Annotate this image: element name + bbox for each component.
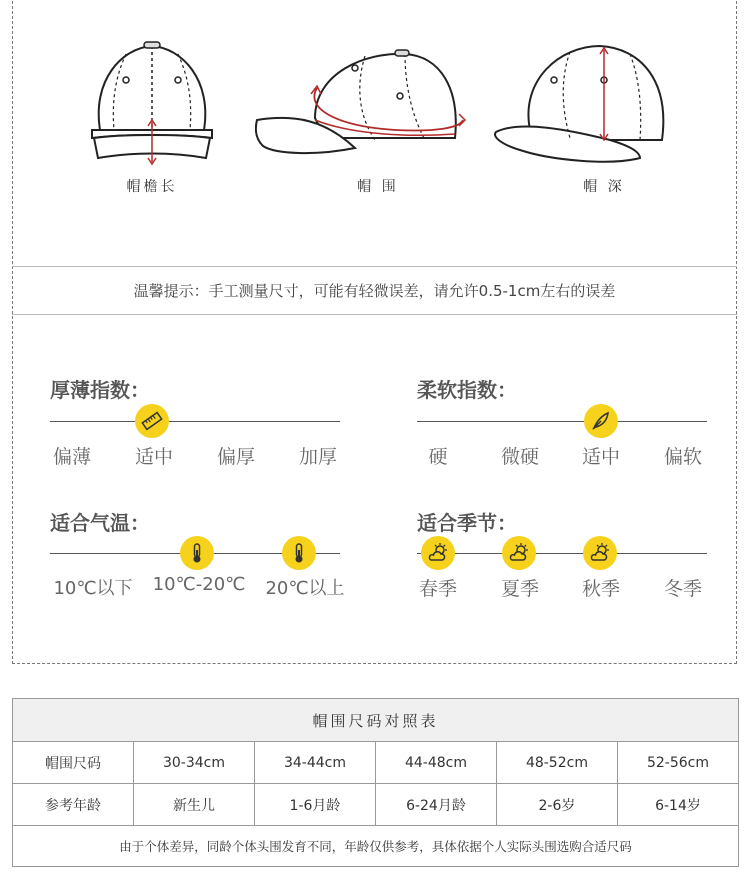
table-cell: 44-48cm bbox=[375, 742, 496, 784]
divider bbox=[12, 266, 737, 267]
row-label: 参考年龄 bbox=[13, 784, 134, 826]
softness-option: 微硬 bbox=[500, 446, 539, 468]
cap-front-icon bbox=[82, 40, 222, 170]
size-table-title: 帽围尺码对照表 bbox=[13, 699, 739, 742]
season-title: 适合季节： bbox=[417, 511, 517, 535]
temperature-option: 20℃以上 bbox=[265, 578, 345, 599]
temperature-option: 10℃-20℃ bbox=[152, 574, 246, 595]
size-table-note: 由于个体差异，同龄个体头围发育不同，年龄仅供参考，具体依据个人实际头围选购合适尺码 bbox=[13, 826, 739, 867]
sun-cloud-icon bbox=[583, 536, 617, 570]
thickness-option: 适中 bbox=[134, 446, 173, 468]
softness-option: 偏软 bbox=[663, 446, 702, 468]
table-cell: 新生儿 bbox=[134, 784, 255, 826]
thickness-option: 偏薄 bbox=[52, 446, 91, 468]
season-option: 夏季 bbox=[500, 578, 539, 600]
softness-track bbox=[417, 421, 707, 422]
table-row bbox=[13, 742, 739, 784]
temperature-title: 适合气温： bbox=[50, 511, 150, 535]
sun-cloud-icon bbox=[421, 536, 455, 570]
cap-side-icon bbox=[255, 48, 475, 168]
cap-back-icon bbox=[490, 40, 680, 170]
sun-cloud-icon bbox=[502, 536, 536, 570]
measure-tip: 温馨提示：手工测量尺寸，可能有轻微误差，请允许0.5-1cm左右的误差 bbox=[133, 282, 616, 300]
feather-icon bbox=[584, 404, 618, 438]
table-row bbox=[13, 784, 739, 826]
table-cell: 2-6岁 bbox=[496, 784, 617, 826]
temperature-option: 10℃以下 bbox=[53, 578, 133, 599]
table-cell: 1-6月龄 bbox=[254, 784, 375, 826]
thickness-track bbox=[50, 421, 340, 422]
season-option: 秋季 bbox=[581, 578, 620, 600]
table-cell: 34-44cm bbox=[254, 742, 375, 784]
table-cell: 48-52cm bbox=[496, 742, 617, 784]
thickness-option: 偏厚 bbox=[216, 446, 255, 468]
softness-title: 柔软指数： bbox=[417, 378, 517, 402]
divider bbox=[12, 314, 737, 315]
thermometer-icon bbox=[282, 536, 316, 570]
softness-option: 适中 bbox=[581, 446, 620, 468]
thickness-title: 厚薄指数： bbox=[50, 378, 150, 402]
size-table bbox=[12, 698, 739, 867]
table-cell: 30-34cm bbox=[134, 742, 255, 784]
cap-label-brim: 帽檐长 bbox=[126, 179, 178, 195]
season-option: 冬季 bbox=[663, 578, 702, 600]
cap-label-depth: 帽 深 bbox=[583, 179, 625, 195]
table-cell: 6-24月龄 bbox=[375, 784, 496, 826]
table-cell: 52-56cm bbox=[617, 742, 738, 784]
table-cell: 6-14岁 bbox=[617, 784, 738, 826]
thermometer-icon bbox=[180, 536, 214, 570]
season-track bbox=[417, 553, 707, 554]
softness-option: 硬 bbox=[428, 446, 448, 468]
ruler-icon bbox=[135, 404, 169, 438]
thickness-option: 加厚 bbox=[298, 446, 337, 468]
season-option: 春季 bbox=[418, 578, 457, 600]
row-label: 帽围尺码 bbox=[13, 742, 134, 784]
cap-label-circumference: 帽 围 bbox=[357, 179, 399, 195]
